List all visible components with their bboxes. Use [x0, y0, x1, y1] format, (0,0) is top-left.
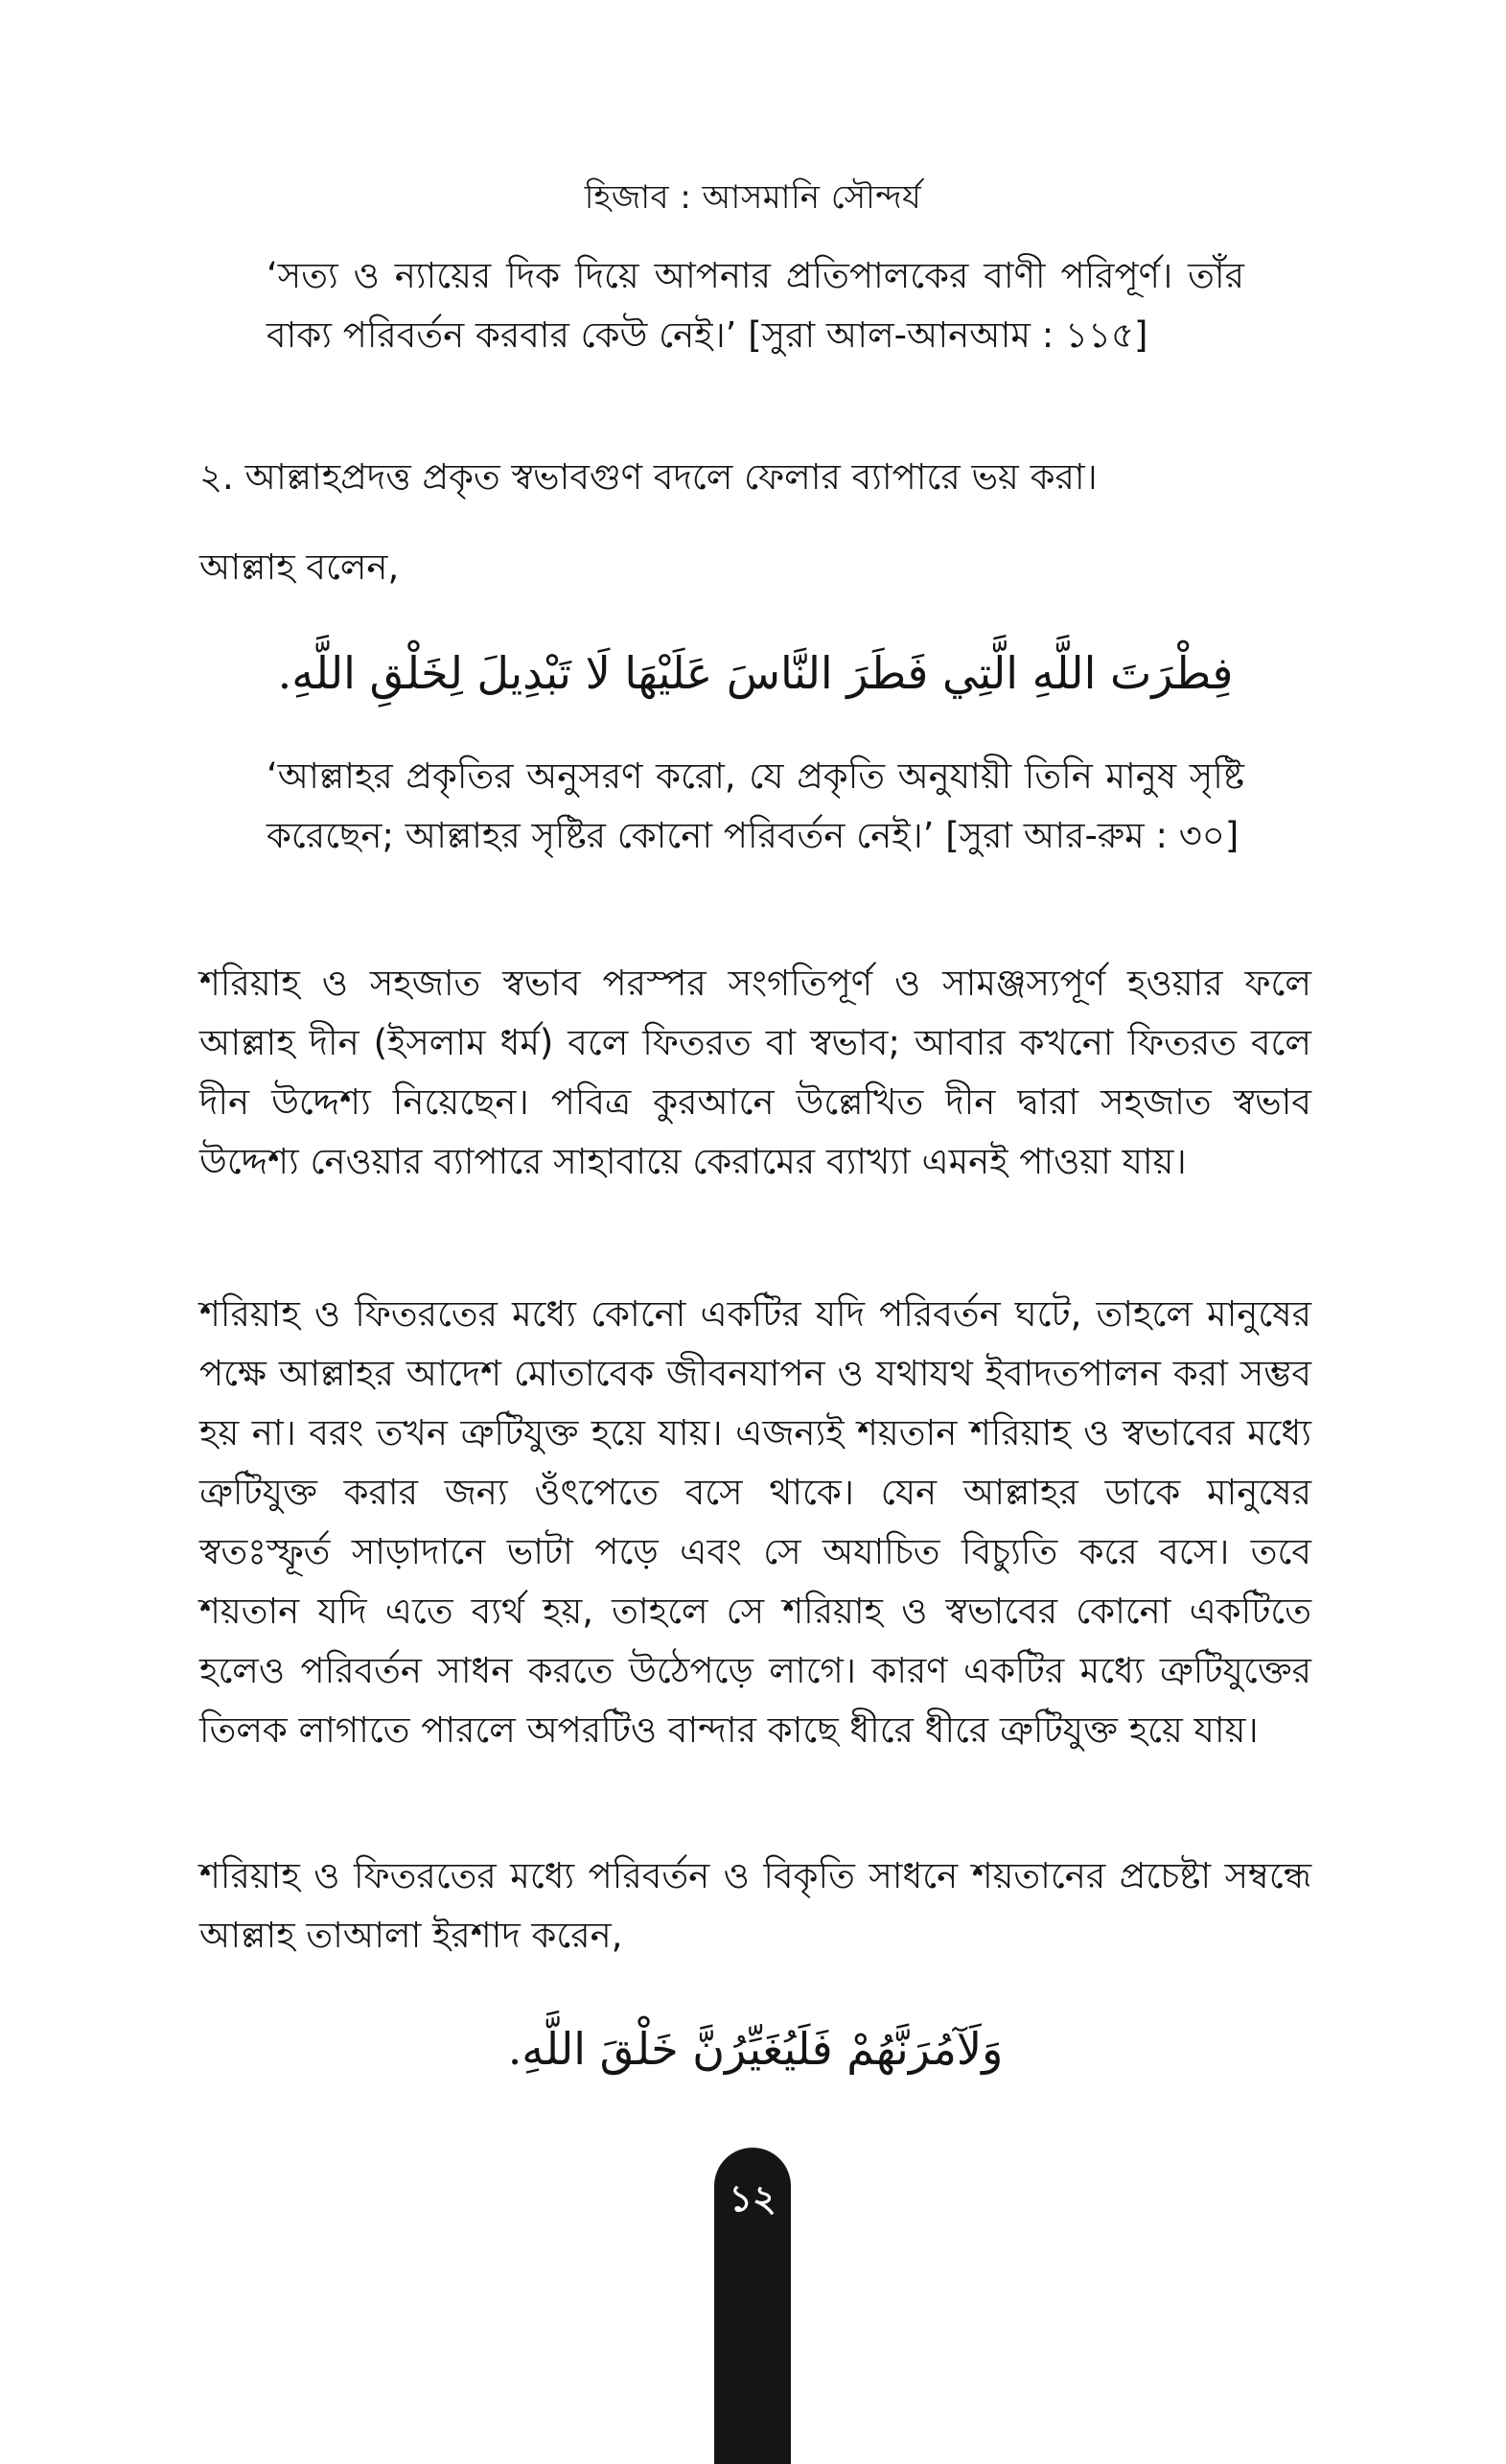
paragraph-sharia-fitrah-harmony: শরিয়াহ ও সহজাত স্বভাব পরস্পর সংগতিপূর্ণ ও সামঞ্জস্যপূর্ণ হওয়ার ফলে আল্লাহ দীন (ইসলাম ধর্ম) বলে ফিতরত বা স্বভাব; আবার কখনো ফিতরত বলে দীন উদ্দেশ্য নিয়েছেন। পবিত্র কুরআনে উল্লেখিত দীন দ্বারা সহজাত স্বভাব উদ্দেশ্য নেওয়ার ব্যাপারে সাহাবায়ে কেরামের ব্যাখ্যা এমনই পাওয়া যায়। — [199, 963, 1311, 1182]
quote-ar-rum-30: ‘আল্লাহর প্রকৃতির অনুসরণ করো, যে প্রকৃতি অনুযায়ী তিনি মানুষ সৃষ্টি করেছেন; আল্লাহর সৃষ্টির কোনো পরিবর্তন নেই।’ [সুরা আর-রুম : ৩০] — [266, 755, 1244, 856]
paragraph-shaytan-efforts: শরিয়াহ ও ফিতরতের মধ্যে কোনো একটির যদি পরিবর্তন ঘটে, তাহলে মানুষের পক্ষে আল্লাহর আদেশ মোতাবেক জীবনযাপন ও যথাযথ ইবাদতপালন করা সম্ভব হয় না। বরং তখন ত্রুটিযুক্ত হয়ে যায়। এজন্যই শয়তান শরিয়াহ ও স্বভাবের মধ্যে ত্রুটিযুক্ত করার জন্য ওঁৎপেতে বসে থাকে। যেন আল্লাহর ডাকে মানুষের স্বতঃস্ফূর্ত সাড়াদানে ভাটা পড়ে এবং সে অযাচিত বিচ্যুতি করে বসে। তবে শয়তান যদি এতে ব্যর্থ হয়, তাহলে সে শরিয়াহ ও স্বভাবের কোনো একটিতে হলেও পরিবর্তন সাধন করতে উঠেপড়ে লাগে। কারণ একটির মধ্যে ত্রুটিযুক্তের তিলক লাগাতে পারলে অপরটিও বান্দার কাছে ধীরে ধীরে ত্রুটিযুক্ত হয়ে যায়। — [199, 1293, 1311, 1751]
arabic-verse-change-creation: وَلَآمُرَنَّهُمْ فَلَيُغَيِّرُنَّ خَلْقَ اللَّهِ. — [507, 2023, 1004, 2075]
quote-al-anam-115: ‘সত্য ও ন্যায়ের দিক দিয়ে আপনার প্রতিপালকের বাণী পরিপূর্ণ। তাঁর বাক্য পরিবর্তন করবার কেউ নেই।’ [সুরা আল-আনআম : ১১৫] — [266, 255, 1244, 356]
page-number: ১২ — [729, 2177, 776, 2220]
arabic-verse-ar-rum-30: فِطْرَتَ اللَّهِ الَّتِي فَطَرَ النَّاسَ عَلَيْهَا لَا تَبْدِيلَ لِخَلْقِ اللَّهِ. — [277, 647, 1234, 699]
paragraph-allah-declares: শরিয়াহ ও ফিতরতের মধ্যে পরিবর্তন ও বিকৃতি সাধনে শয়তানের প্রচেষ্টা সম্বন্ধে আল্লাহ তাআলা ইরশাদ করেন, — [199, 1855, 1311, 1956]
allah-says-line: আল্লাহ বলেন, — [199, 546, 400, 588]
numbered-point-2: ২. আল্লাহপ্রদত্ত প্রকৃত স্বভাবগুণ বদলে ফেলার ব্যাপারে ভয় করা। — [199, 456, 1098, 498]
running-header-title: হিজাব : আসমানি সৌন্দর্য — [584, 178, 922, 217]
